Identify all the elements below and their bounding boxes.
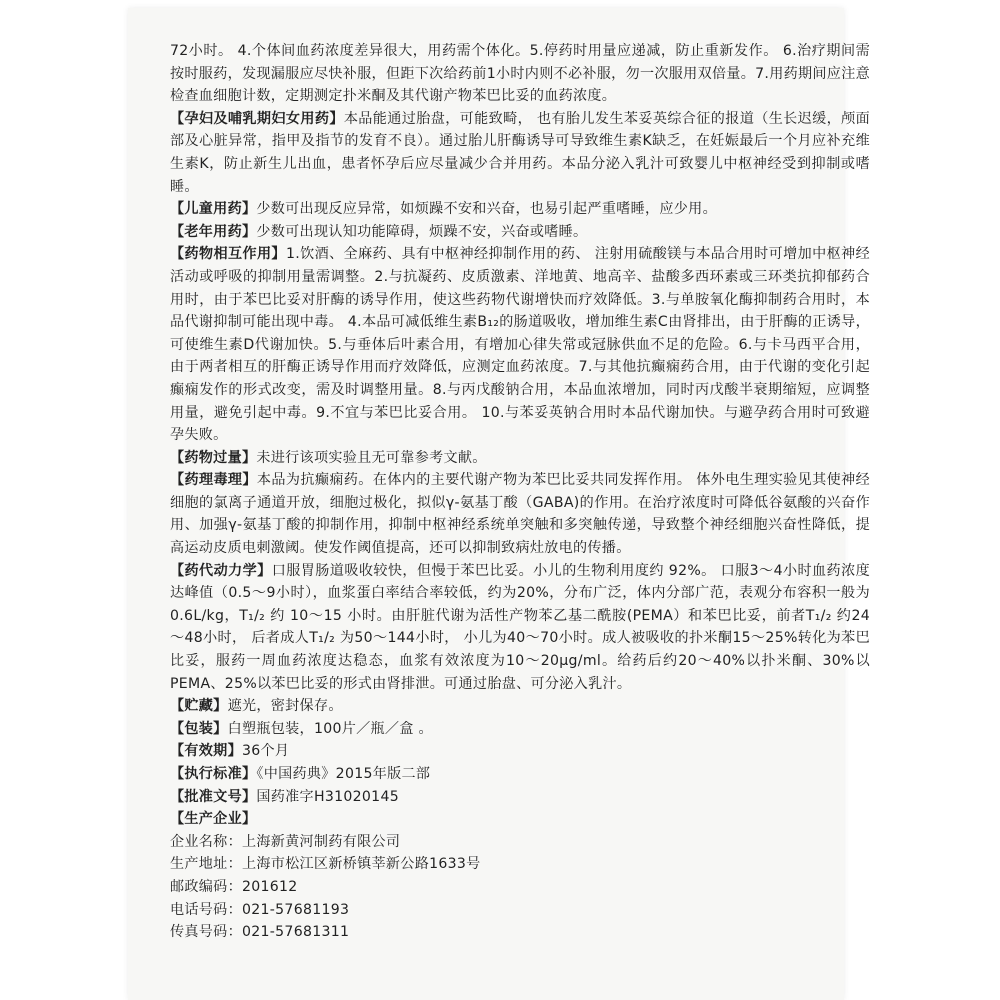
section-text: 白塑瓶包装，100片／瓶／盒 。 <box>227 720 433 737</box>
section-text: 本品为抗癫痫药。在体内的主要代谢产物为苯巴比妥共同发挥作用。 体外电生理实验见其使神经细胞的氯离子通道开放，细胞过极化，拟似γ-氨基丁酸（GABA)的作用。在治疗浓度时可降低谷氨酸的兴奋作用、加强γ-氨基丁酸的抑制作用，抑制中枢神经系统单突触和多突触传递，导致整个神经细胞兴奋性降低，提高运动皮质电刺激阈。使发作阈值提高，还可以抑制致病灶放电的传播。 <box>170 472 870 557</box>
section-pharmacology <box>170 469 870 559</box>
section-text: 本品能通过胎盘，可能致畸， 也有胎儿发生苯妥英综合征的报道（生长迟缓，颅面部及心脏异常，指甲及指节的发育不良）。通过胎儿肝酶诱导可导致维生素K缺乏，在妊娠最后一个月应补充维生素K，防止新生儿出血，患者怀孕后应尽量减少合并用药。本品分泌入乳汁可致婴儿中枢神经受到抑制或嗜睡。 <box>170 110 870 195</box>
section-label: 【生产企业】 <box>170 811 257 828</box>
section-standard <box>170 763 870 786</box>
company-postcode-row <box>170 876 870 899</box>
section-text: 1.饮酒、全麻药、具有中枢神经抑制作用的药、 注射用硫酸镁与本品合用时可增加中枢神经活动或呼吸的抑制用量需调整。2.与抗凝药、皮质激素、洋地黄、地高辛、盐酸多西环素或三环类抗抑郁药合用时，由于苯巴比妥对肝酶的诱导作用，使这些药物代谢增快而疗效降低。3.与单胺氧化酶抑制药合用时，本品代谢抑制可能出现中毒。 4.本品可减低维生素B₁₂的肠道吸收，增加维生素C由肾排出，由于肝酶的正诱导，可使维生素D代谢加快。5.与垂体后叶素合用，有增加心律失常或冠脉供血不足的危险。6.与卡马西平合用，由于两者相互的肝酶正诱导作用而疗效降低，应测定血药浓度。7.与其他抗癫痫药合用，由于代谢的变化引起癫痫发作的形式改变，需及时调整用量。8.与丙戊酸钠合用，本品血浓增加，同时丙戊酸半衰期缩短，应调整用量，避免引起中毒。9.不宜与苯巴比妥合用。 10.与苯妥英钠合用时本品代谢加快。与避孕药合用时可致避孕失败。 <box>170 246 870 444</box>
section-label: 【包装】 <box>170 720 228 737</box>
company-field-value: 上海市松江区新桥镇莘新公路1633号 <box>241 856 481 873</box>
section-pharmacokinetics <box>170 560 870 696</box>
section-text: 36个月 <box>241 743 290 760</box>
company-name-row <box>170 831 870 854</box>
company-field-label: 生产地址： <box>170 856 242 873</box>
section-text: 少数可出现反应异常，如烦躁不安和兴奋，也易引起严重嗜睡，应少用。 <box>256 201 717 218</box>
company-field-label: 企业名称： <box>170 833 242 850</box>
company-address-row <box>170 853 870 876</box>
section-label: 【孕妇及哺乳期妇女用药】 <box>170 110 344 127</box>
company-field-label: 电话号码： <box>170 901 242 918</box>
section-label: 【药物相互作用】 <box>170 246 286 263</box>
drug-leaflet <box>170 40 870 944</box>
section-approval-number <box>170 786 870 809</box>
section-label: 【贮藏】 <box>170 698 228 715</box>
section-label: 【药理毒理】 <box>170 472 257 489</box>
company-fax-row <box>170 921 870 944</box>
section-text: 《中国药典》2015年版二部 <box>256 766 431 782</box>
dosage-notes-continued: 72小时。 4.个体间血药浓度差异很大，用药需个体化。5.停药时用量应递减，防止重新发作。 6.治疗期间需按时服药，发现漏服应尽快补服，但距下次给药前1小时内则不必补服，勿一次服用双倍量。7.用药期间应注意检查血细胞计数，定期测定扑米酮及其代谢产物苯巴比妥的血药浓度。 <box>170 43 870 105</box>
section-overdose <box>170 447 870 470</box>
section-label: 【执行标准】 <box>170 766 257 782</box>
company-field-value: 上海新黄河制药有限公司 <box>241 833 401 850</box>
section-text: 国药准字H31020145 <box>256 788 399 805</box>
section-pediatric <box>170 198 870 221</box>
section-text: 遮光，密封保存。 <box>227 698 343 715</box>
section-label: 【药物过量】 <box>170 449 257 466</box>
section-geriatric <box>170 221 870 244</box>
section-label: 【儿童用药】 <box>170 201 257 218</box>
section-text: 未进行该项实验且无可靠参考文献。 <box>256 449 487 466</box>
company-field-value: 201612 <box>241 878 298 895</box>
section-manufacturer <box>170 808 870 831</box>
company-field-label: 邮政编码： <box>170 878 242 895</box>
section-label: 【药代动力学】 <box>170 562 272 579</box>
section-shelf-life <box>170 740 870 763</box>
section-interactions <box>170 243 870 446</box>
section-pregnancy <box>170 108 870 198</box>
company-field-value: 021-57681193 <box>241 901 350 918</box>
company-phone-row <box>170 899 870 922</box>
section-text: 少数可出现认知功能障碍，烦躁不安，兴奋或嗜睡。 <box>256 223 588 240</box>
section-label: 【有效期】 <box>170 743 242 760</box>
section-storage <box>170 695 870 718</box>
section-label: 【老年用药】 <box>170 223 257 240</box>
section-package <box>170 718 870 741</box>
section-text: 口服胃肠道吸收较快，但慢于苯巴比妥。小儿的生物利用度约 92%。 口服3～4小时血药浓度达峰值（0.5～9小时），血浆蛋白率结合率较低，约为20%，分布广泛，体内分部广范，表观分布容积一般为 0.6L/kg，T₁/₂ 约 10～15 小时。由肝脏代谢为活性产物苯乙基二酰胺(PEMA）和苯巴比妥，前者T₁/₂ 约24～48小时， 后者成人T₁/₂ 为50～144小时， 小儿为40～70小时。成人被吸收的扑米酮15～25%转化为苯巴比妥，服药一周血药浓度达稳态，血浆有效浓度为10～20μg/ml。给药后约20～40%以扑米酮、30%以PEMA、25%以苯巴比妥的形式由肾排泄。可通过胎盘、可分泌入乳汁。 <box>170 562 870 692</box>
company-field-label: 传真号码： <box>170 924 242 941</box>
section-label: 【批准文号】 <box>170 788 257 805</box>
company-field-value: 021-57681311 <box>241 924 350 941</box>
